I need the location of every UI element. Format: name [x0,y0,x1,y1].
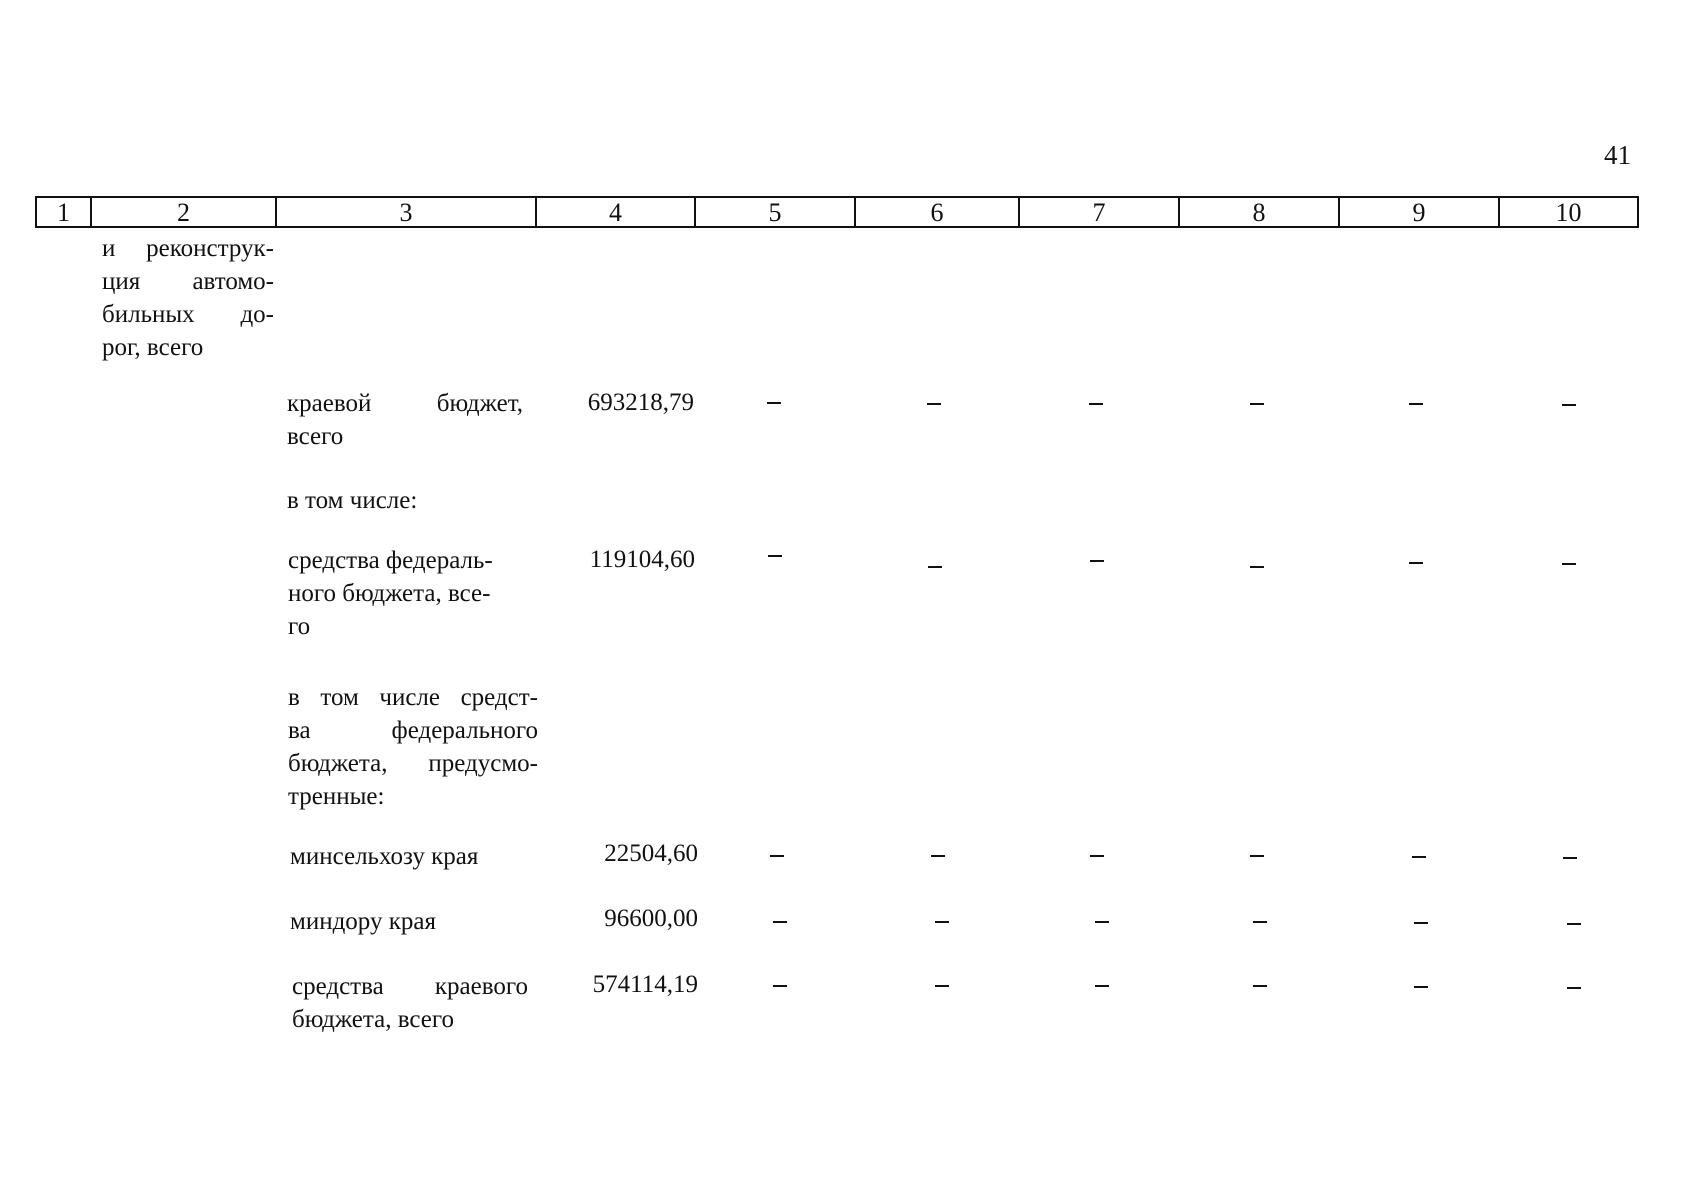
col2-line: и реконструк- [102,235,274,262]
dash-mark [1253,985,1267,987]
dash-mark [1562,563,1576,565]
row-label-line: тренные: [288,783,385,810]
header-col-1: 1 [57,198,70,227]
dash-mark [767,402,781,404]
header-col-9: 9 [1338,198,1498,226]
dash-mark [773,921,787,923]
page-number: 41 [1604,140,1631,170]
dash-mark [1567,923,1581,925]
dash-mark [1563,857,1577,859]
row-label-line: средства федераль- [288,547,493,574]
dash-mark [1414,986,1428,988]
dash-mark [768,555,782,557]
row-label-line: бюджета, предусмо- [288,750,538,777]
header-col-5: 5 [694,198,854,226]
header-col-6: 6 [854,198,1018,226]
row-label-line: миндору края [290,908,436,935]
dash-mark [773,985,787,987]
row-label-line: бюджета, всего [292,1006,454,1033]
dash-mark [927,403,941,405]
dash-mark [928,566,942,568]
row-label-line: всего [287,423,344,450]
row-label-line: го [288,613,311,640]
header-col-8: 8 [1178,198,1338,226]
row-value: 119104,60 [589,546,695,573]
dash-mark [1090,855,1104,857]
dash-mark [1414,922,1428,924]
table-header [35,196,1639,228]
dash-mark [1250,566,1264,568]
header-col-2: 2 [90,198,275,226]
dash-mark [1090,560,1104,562]
dash-mark [1409,562,1423,564]
row-label-line: ного бюджета, все- [288,580,491,607]
dash-mark [1089,403,1103,405]
row-value: 693218,79 [587,389,694,416]
dash-mark [935,921,949,923]
row-label-line: краевой бюджет, [287,390,523,417]
header-col-3: 3 [275,198,535,226]
dash-mark [935,985,949,987]
dash-mark [1412,856,1426,858]
dash-mark [770,855,784,857]
row-label-line: минсельхозу края [290,843,479,870]
row-label-line: ва федерального [288,717,538,744]
header-col-7: 7 [1018,198,1178,226]
row-label-line: в том числе средст- [288,684,538,711]
row-label-line: в том числе: [287,487,418,514]
dash-mark [1409,403,1423,405]
col2-line: ция автомо- [102,268,274,295]
dash-mark [1095,921,1109,923]
dash-mark [1253,921,1267,923]
row-value: 22504,60 [604,840,698,867]
row-value: 96600,00 [604,905,698,932]
row-value: 574114,19 [592,971,698,998]
dash-mark [1095,985,1109,987]
row-label-line: средства краевого [292,973,528,1000]
dash-mark [931,855,945,857]
dash-mark [1250,403,1264,405]
header-col-4: 4 [535,198,694,226]
dash-mark [1250,855,1264,857]
col2-line: бильных до- [102,301,274,328]
dash-mark [1562,404,1576,406]
header-col-10: 10 [1498,198,1637,226]
dash-mark [1567,987,1581,989]
col2-line: рог, всего [102,334,204,361]
